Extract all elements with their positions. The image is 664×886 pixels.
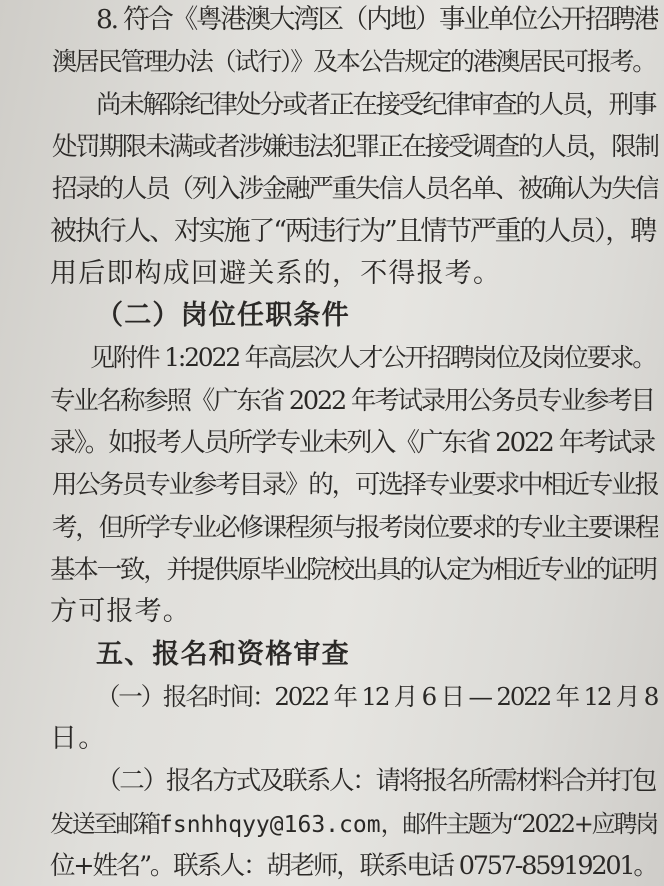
restriction-line5: 用后即构成回避关系的，不得报考。	[50, 258, 502, 289]
registration-time-line1: （一）报名时间：2022 年 12 月 6 日 — 2022 年 12 月 8	[96, 682, 658, 711]
job-conditions-line7: 方可报考。	[50, 596, 191, 627]
job-conditions-line6: 基本一致，并提供原毕业院校出具的认定为相近专业的证明	[50, 555, 656, 585]
registration-method-suffix: ，邮件主题为“2022+应聘岗	[380, 810, 658, 838]
registration-method-line2	[50, 806, 658, 843]
job-conditions-line3: 录》。如报考人员所学专业未列入《广东省 2022 年考试录	[50, 428, 654, 458]
job-conditions-line2: 专业名称参照《广东省 2022 年考试录用公务员专业参考目	[50, 386, 654, 416]
restriction-line4: 被执行人、对实施了“两违行为”且情节严重的人员），聘	[50, 216, 655, 247]
section-job-conditions-heading: （二）岗位任职条件	[96, 300, 350, 331]
registration-method-line3: 位+姓名”。联系人：胡老师，联系电话 0757-85919201。	[50, 851, 657, 881]
registration-time-line2: 日。	[50, 723, 107, 754]
job-conditions-line5: 考，但所学专业必修课程须与报考岗位要求的专业主要课程	[52, 513, 658, 543]
restriction-line1: 尚未解除纪律处分或者正在接受纪律审查的人员，刑事	[96, 90, 656, 120]
restriction-line2: 处罚期限未满或者涉嫌违法犯罪正在接受调查的人员，限制	[52, 132, 658, 162]
job-conditions-line1: 见附件 1:2022 年高层次人才公开招聘岗位及岗位要求。	[90, 343, 656, 372]
registration-method-line1: （二）报名方式及联系人：请将报名所需材料合并打包	[96, 766, 656, 796]
registration-method-prefix: 发送至邮箱	[50, 810, 159, 838]
item8-line2: 澳居民管理办法（试行）》及本公告规定的港澳居民可报考。	[52, 47, 656, 76]
section-five-heading: 五、报名和资格审查	[96, 639, 350, 670]
restriction-line3: 招录的人员（列入涉金融严重失信人员名单、被确认为失信	[52, 174, 658, 204]
item8-line1: 8. 符合《粤港澳大湾区（内地）事业单位公开招聘港	[96, 4, 658, 35]
job-conditions-line4: 用公务员专业参考目录》的，可选择专业要求中相近专业报	[52, 470, 658, 500]
contact-email: fsnhhqyy@163.com	[159, 812, 381, 838]
